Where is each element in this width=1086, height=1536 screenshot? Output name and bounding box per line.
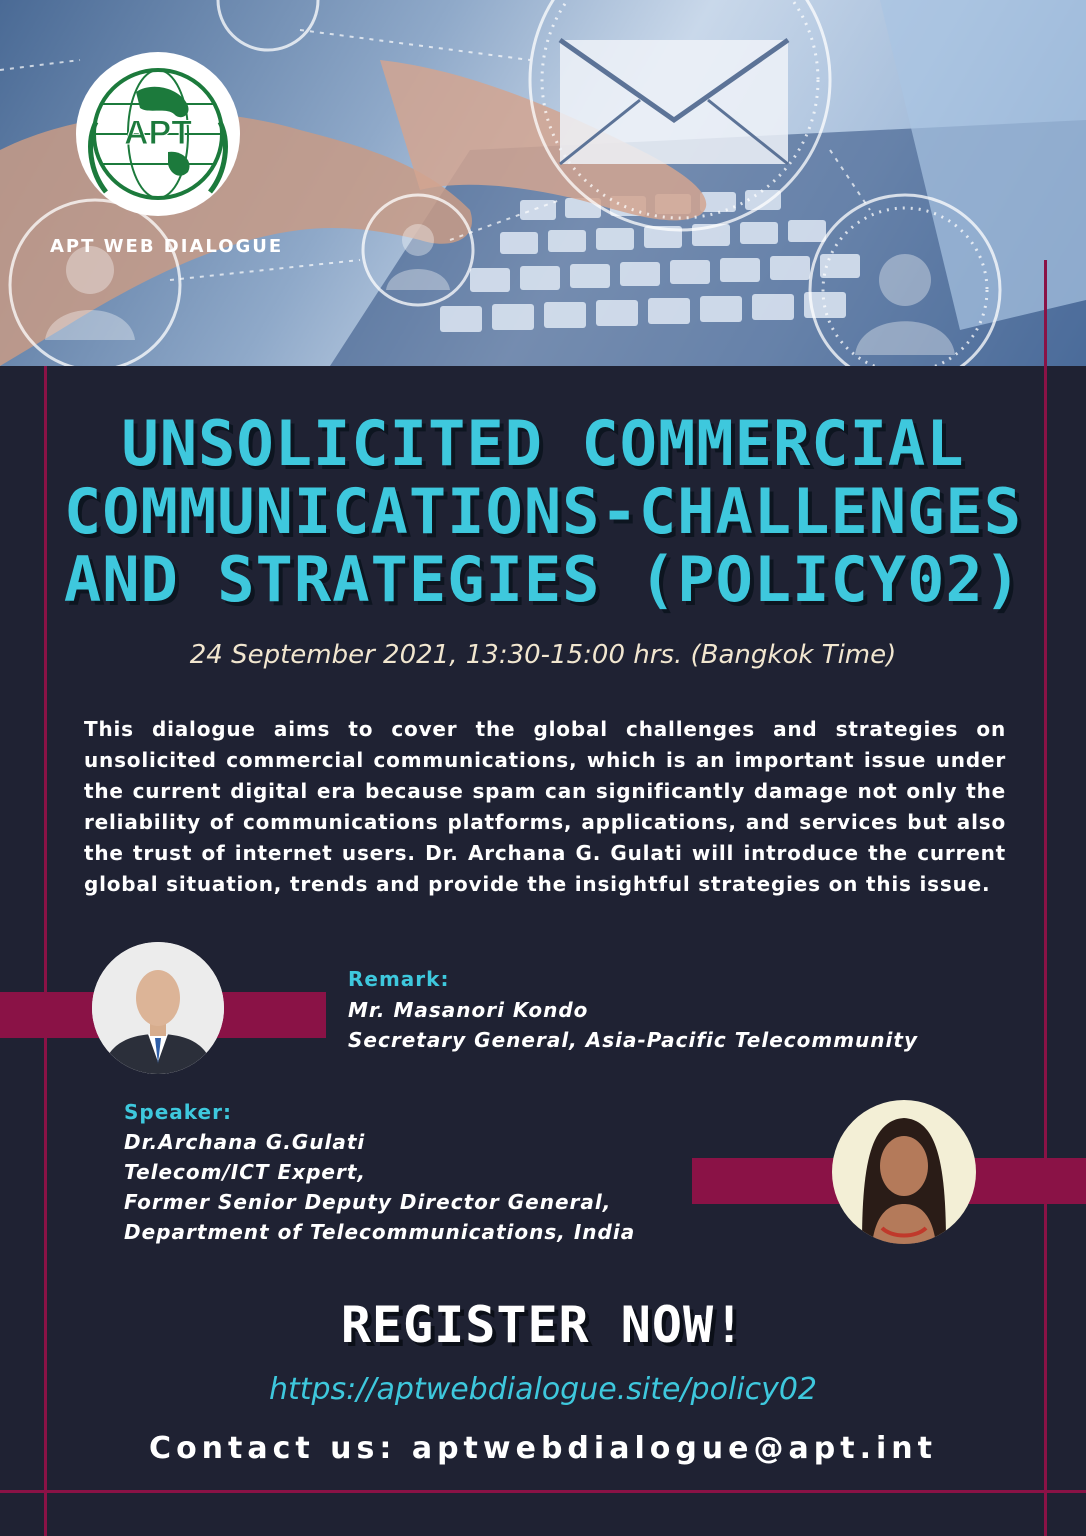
speaker-photo bbox=[832, 1100, 976, 1244]
event-description: This dialogue aims to cover the global challenges and strategies on unsolicited commercial communications, which is an important issue under the current digital era because spam can significantly damage not only the reliability of communications platforms, applications, and services but also the trust of internet users. Dr. Archana G. Gulati will introduce the current global situation, trends and provide the insightful strategies on this issue. bbox=[84, 717, 1006, 896]
speaker-label: Speaker: bbox=[124, 1100, 232, 1124]
remark-name: Mr. Masanori Kondo bbox=[348, 998, 589, 1022]
envelope-icon bbox=[560, 40, 788, 164]
register-now-heading: REGISTER NOW! bbox=[340, 1296, 746, 1354]
event-title bbox=[40, 407, 1046, 616]
hero-image bbox=[0, 0, 1086, 366]
title-line: UNSOLICITED COMMERCIAL bbox=[121, 407, 965, 480]
frame-line-bottom bbox=[0, 1490, 1086, 1493]
title-line: AND STRATEGIES (POLICY02) bbox=[63, 543, 1023, 616]
speaker-name: Dr.Archana G.Gulati bbox=[124, 1130, 366, 1154]
registration-link[interactable]: https://aptwebdialogue.site/policy02 bbox=[268, 1372, 818, 1407]
speaker-former-role: Former Senior Deputy Director General, bbox=[124, 1190, 612, 1214]
event-datetime: 24 September 2021, 13:30-15:00 hrs. (Bangkok Time) bbox=[189, 640, 897, 670]
remark-label: Remark: bbox=[348, 967, 450, 991]
logo-text: APT bbox=[124, 114, 192, 152]
remark-role: Secretary General, Asia-Pacific Telecommunity bbox=[348, 1028, 918, 1052]
speaker-title: Telecom/ICT Expert, bbox=[124, 1160, 366, 1184]
brand-label: APT WEB DIALOGUE bbox=[50, 236, 284, 257]
apt-logo bbox=[76, 52, 240, 216]
title-line: COMMUNICATIONS-CHALLENGES bbox=[63, 475, 1023, 548]
speaker-department: Department of Telecommunications, India bbox=[124, 1220, 636, 1244]
contact-email[interactable]: Contact us: aptwebdialogue@apt.int bbox=[149, 1431, 937, 1466]
remark-photo bbox=[92, 942, 224, 1074]
